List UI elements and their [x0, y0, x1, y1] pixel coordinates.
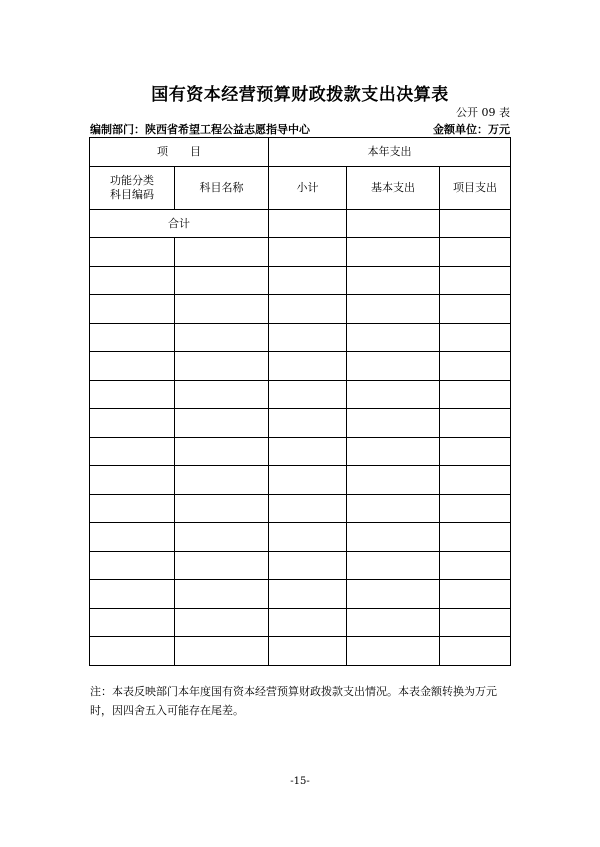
- total-subtotal: [269, 210, 347, 238]
- table-cell: [90, 323, 175, 352]
- total-project: [440, 210, 511, 238]
- table-row: [90, 608, 511, 637]
- table-cell: [175, 352, 269, 381]
- table-cell: [90, 437, 175, 466]
- table-cell: [90, 523, 175, 552]
- table-cell: [90, 494, 175, 523]
- table-row: [90, 580, 511, 609]
- table-cell: [269, 551, 347, 580]
- table-cell: [90, 238, 175, 267]
- table-cell: [90, 637, 175, 666]
- table-cell: [440, 295, 511, 324]
- table-cell: [90, 551, 175, 580]
- table-cell: [347, 409, 440, 438]
- table-row: [90, 466, 511, 495]
- header-subtotal: 小计: [269, 167, 347, 210]
- table-cell: [347, 266, 440, 295]
- table-cell: [175, 523, 269, 552]
- table-cell: [269, 380, 347, 409]
- table-cell: [175, 295, 269, 324]
- table-cell: [90, 409, 175, 438]
- table-cell: [90, 466, 175, 495]
- table-row: [90, 380, 511, 409]
- form-code: 公开 09 表: [456, 106, 510, 119]
- table-cell: [440, 437, 511, 466]
- header-subject-name: 科目名称: [175, 167, 269, 210]
- table-cell: [175, 551, 269, 580]
- header-row-2: [90, 167, 511, 210]
- department-label: 编制部门：陕西省希望工程公益志愿指导中心: [90, 123, 310, 136]
- table-cell: [440, 238, 511, 267]
- page-title: 国有资本经营预算财政拨款支出决算表: [151, 85, 449, 105]
- budget-table: [89, 137, 511, 666]
- table-row: [90, 523, 511, 552]
- table-cell: [440, 637, 511, 666]
- table-cell: [347, 580, 440, 609]
- table-cell: [175, 323, 269, 352]
- table-cell: [269, 523, 347, 552]
- total-basic: [347, 210, 440, 238]
- table-cell: [90, 352, 175, 381]
- table-cell: [347, 466, 440, 495]
- page-number: -15-: [290, 776, 310, 787]
- table-cell: [175, 580, 269, 609]
- table-row: [90, 409, 511, 438]
- table-cell: [347, 380, 440, 409]
- table-cell: [347, 523, 440, 552]
- table-cell: [347, 551, 440, 580]
- table-cell: [90, 266, 175, 295]
- table-cell: [269, 266, 347, 295]
- table-cell: [269, 295, 347, 324]
- table-cell: [440, 608, 511, 637]
- header-function-code: [90, 167, 175, 210]
- table-cell: [440, 380, 511, 409]
- table-cell: [440, 266, 511, 295]
- table-cell: [347, 352, 440, 381]
- table-cell: [175, 637, 269, 666]
- table-cell: [269, 608, 347, 637]
- table-cell: [90, 380, 175, 409]
- table-cell: [347, 608, 440, 637]
- table-cell: [175, 466, 269, 495]
- table-cell: [269, 580, 347, 609]
- table-cell: [90, 608, 175, 637]
- table-cell: [440, 409, 511, 438]
- table-row: [90, 352, 511, 381]
- table-cell: [440, 352, 511, 381]
- table-cell: [269, 409, 347, 438]
- table-cell: [175, 608, 269, 637]
- table-cell: [347, 323, 440, 352]
- table-cell: [269, 238, 347, 267]
- total-label: 合计: [90, 210, 269, 238]
- header-current-year: 本年支出: [269, 138, 511, 167]
- table-cell: [269, 437, 347, 466]
- table-cell: [269, 352, 347, 381]
- table-cell: [347, 637, 440, 666]
- table-cell: [90, 580, 175, 609]
- table-cell: [440, 323, 511, 352]
- table-cell: [440, 551, 511, 580]
- table-cell: [347, 494, 440, 523]
- table-cell: [175, 494, 269, 523]
- table-cell: [175, 409, 269, 438]
- header-project: 项 目: [90, 138, 269, 167]
- table-cell: [440, 580, 511, 609]
- table-cell: [347, 295, 440, 324]
- table-row: [90, 437, 511, 466]
- table-row: [90, 637, 511, 666]
- table-row: [90, 551, 511, 580]
- table-cell: [269, 466, 347, 495]
- table-row: [90, 323, 511, 352]
- table-cell: [175, 266, 269, 295]
- table-cell: [440, 466, 511, 495]
- table-cell: [269, 637, 347, 666]
- table-cell: [175, 380, 269, 409]
- total-row: [90, 210, 511, 238]
- table-cell: [269, 494, 347, 523]
- table-cell: [347, 238, 440, 267]
- header-basic: 基本支出: [347, 167, 440, 210]
- table-row: [90, 266, 511, 295]
- table-cell: [440, 523, 511, 552]
- table-cell: [90, 295, 175, 324]
- header-row-1: [90, 138, 511, 167]
- table-row: [90, 295, 511, 324]
- header-project-expense: 项目支出: [440, 167, 511, 210]
- table-cell: [175, 238, 269, 267]
- unit-label: 金额单位：万元: [433, 123, 510, 136]
- table-cell: [269, 323, 347, 352]
- table-cell: [175, 437, 269, 466]
- footnote: 注：本表反映部门本年度国有资本经营预算财政拨款支出情况。本表金额转换为万元时，因四舍五入可能存在尾差。: [90, 685, 497, 717]
- header-function-code-text: 功能分类 科目编码: [110, 174, 154, 201]
- table-cell: [347, 437, 440, 466]
- table-row: [90, 238, 511, 267]
- table-row: [90, 494, 511, 523]
- table-cell: [440, 494, 511, 523]
